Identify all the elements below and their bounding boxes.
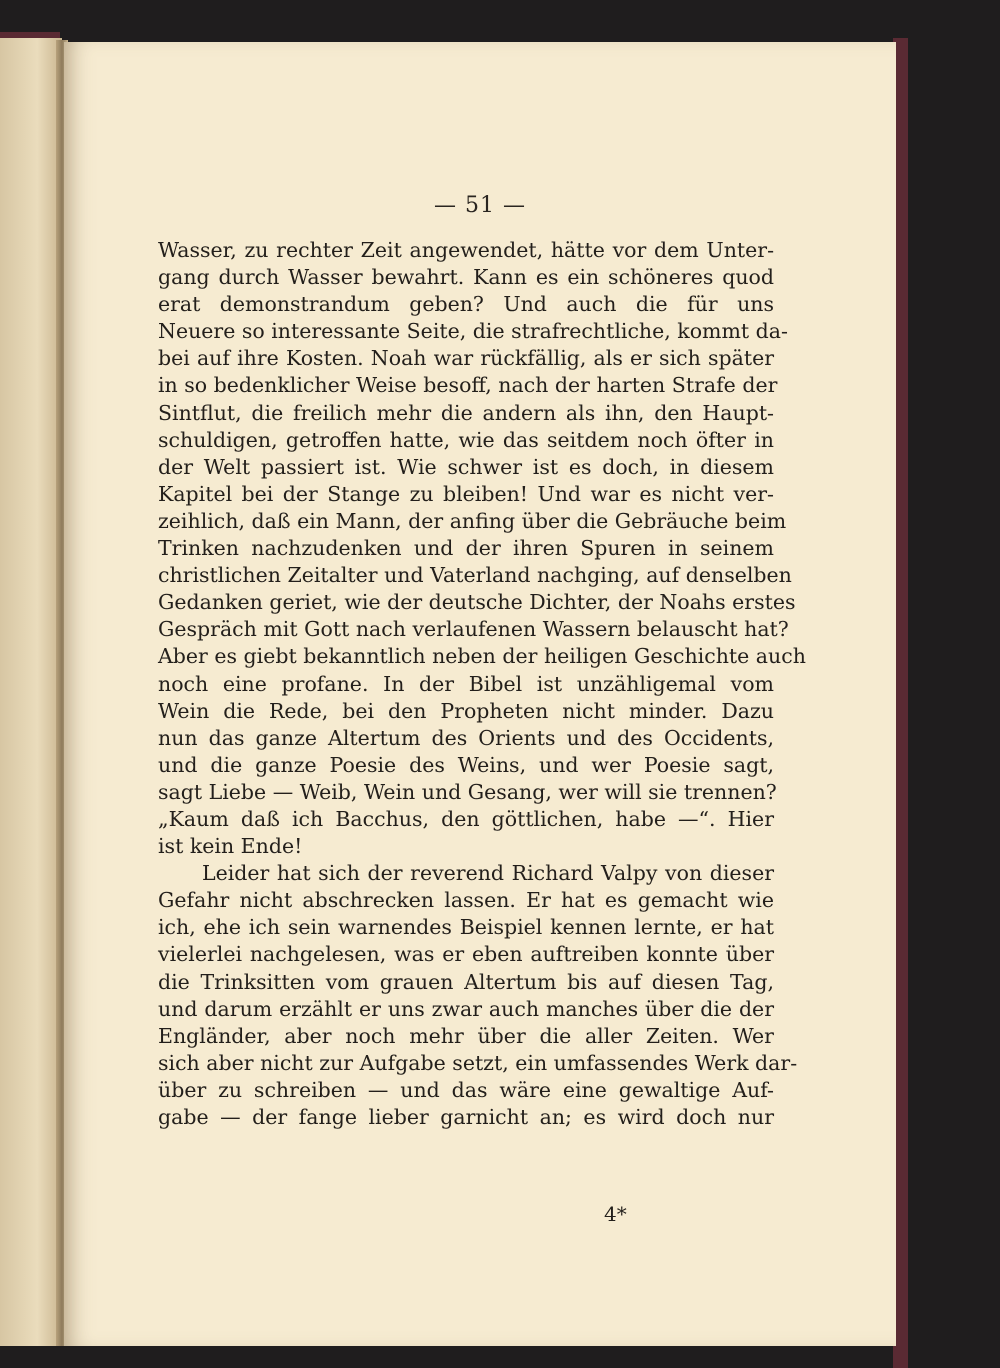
text-line: und darum erzählt er uns zwar auch manches über die der	[158, 996, 774, 1021]
text-line: die Trinksitten vom grauen Altertum bis auf diesen Tag,	[158, 969, 774, 994]
body-text	[158, 237, 806, 1131]
text-line: sagt Liebe — Weib, Wein und Gesang, wer will sie trennen?	[158, 779, 777, 804]
text-line: und die ganze Poesie des Weins, und wer Poesie sagt,	[158, 752, 774, 777]
text-line: Leider hat sich der reverend Richard Valpy von dieser	[202, 861, 774, 886]
text-line: Gespräch mit Gott nach verlaufenen Wassern belauscht hat?	[158, 617, 789, 642]
signature-mark: 4*	[604, 1202, 627, 1226]
text-line: sich aber nicht zur Aufgabe setzt, ein umfassendes Werk dar-	[158, 1050, 798, 1075]
text-line: zeihlich, daß ein Mann, der anfing über die Gebräuche beim	[158, 508, 787, 533]
text-line: erat demonstrandum geben? Und auch die für uns	[158, 292, 774, 317]
text-line: ich, ehe ich sein warnendes Beispiel kennen lernte, er hat	[158, 915, 774, 940]
text-line: bei auf ihre Kosten. Noah war rückfällig, als er sich später	[158, 346, 774, 371]
page-number: — 51 —	[434, 193, 526, 218]
book-page	[64, 42, 896, 1346]
text-line: noch eine profane. In der Bibel ist unzähligemal vom	[158, 671, 774, 696]
text-line: ist kein Ende!	[158, 834, 303, 859]
text-line: Gedanken geriet, wie der deutsche Dichter, der Noahs erstes	[158, 590, 796, 615]
text-line: vielerlei nachgelesen, was er eben auftreiben konnte über	[158, 942, 774, 967]
text-line: Kapitel bei der Stange zu bleiben! Und war es nicht ver-	[158, 481, 774, 506]
text-line: Sintflut, die freilich mehr die andern als ihn, den Haupt-	[158, 400, 774, 425]
text-line: nun das ganze Altertum des Orients und des Occidents,	[158, 725, 774, 750]
text-line: über zu schreiben — und das wäre eine gewaltige Auf-	[158, 1077, 774, 1102]
text-line: Gefahr nicht abschrecken lassen. Er hat es gemacht wie	[158, 888, 774, 913]
text-line: Aber es giebt bekanntlich neben der heiligen Geschichte auch	[158, 644, 806, 669]
text-line: gabe — der fange lieber garnicht an; es wird doch nur	[158, 1105, 774, 1129]
text-line: Wasser, zu rechter Zeit angewendet, hätte vor dem Unter-	[158, 238, 774, 262]
text-line: Engländer, aber noch mehr über die aller Zeiten. Wer	[158, 1023, 774, 1048]
text-line: Neuere so interessante Seite, die strafrechtliche, kommt da-	[158, 319, 788, 344]
text-line: gang durch Wasser bewahrt. Kann es ein schöneres quod	[158, 265, 774, 290]
text-line: „Kaum daß ich Bacchus, den göttlichen, habe —“. Hier	[158, 806, 774, 831]
text-line: in so bedenklicher Weise besoff, nach der harten Strafe der	[158, 373, 778, 398]
text-line: schuldigen, getroffen hatte, wie das seitdem noch öfter in	[158, 427, 774, 452]
text-line: Trinken nachzudenken und der ihren Spuren in seinem	[158, 536, 774, 561]
text-line: christlichen Zeitalter und Vaterland nachging, auf denselben	[158, 563, 792, 588]
left-page-edge	[0, 38, 62, 1346]
text-line: der Welt passiert ist. Wie schwer ist es doch, in diesem	[158, 454, 774, 479]
text-line: Wein die Rede, bei den Propheten nicht minder. Dazu	[158, 698, 774, 723]
